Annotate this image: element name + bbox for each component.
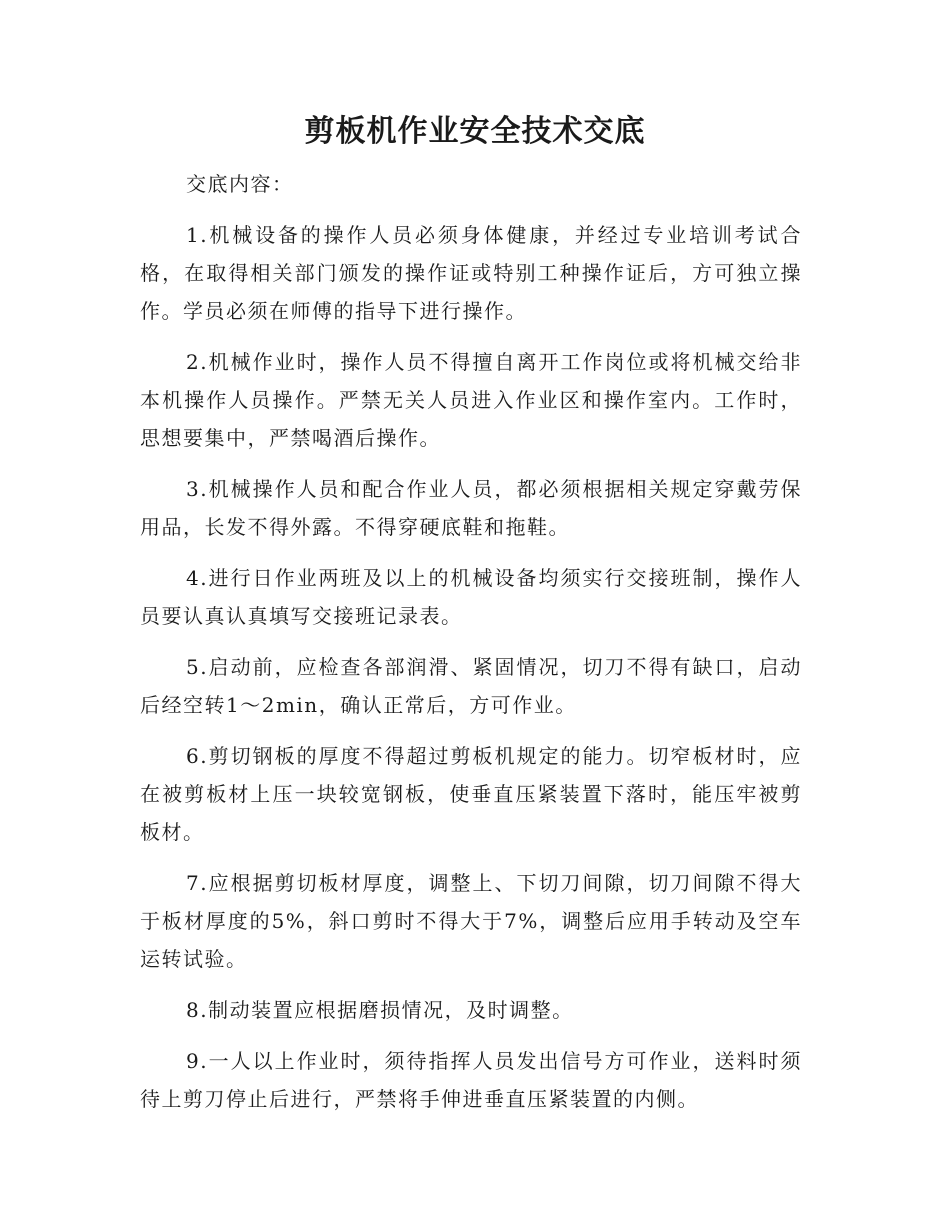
paragraph-2: 2.机械作业时，操作人员不得擅自离开工作岗位或将机械交给非本机操作人员操作。严禁无关人员进入作业区和操作室内。工作时，思想要集中，严禁喝酒后操作。: [140, 350, 802, 450]
intro-line: 交底内容：: [186, 172, 294, 196]
document-title: 剪板机作业安全技术交底: [304, 114, 646, 149]
paragraph-8: 8.制动装置应根据磨损情况，及时调整。: [186, 998, 574, 1022]
paragraph-5: 5.启动前，应检查各部润滑、紧固情况，切刀不得有缺口，启动后经空转1～2min，确认正常后，方可作业。: [140, 655, 802, 717]
paragraph-1: 1.机械设备的操作人员必须身体健康，并经过专业培训考试合格，在取得相关部门颁发的操作证或特别工种操作证后，方可独立操作。学员必须在师傅的指导下进行操作。: [140, 223, 802, 323]
paragraph-3: 3.机械操作人员和配合作业人员，都必须根据相关规定穿戴劳保用品，长发不得外露。不得穿硬底鞋和拖鞋。: [140, 477, 802, 539]
document-body: [140, 165, 802, 1131]
paragraph-6: 6.剪切钢板的厚度不得超过剪板机规定的能力。切窄板材时，应在被剪板材上压一块较宽钢板，使垂直压紧装置下落时，能压牢被剪板材。: [140, 744, 802, 844]
paragraph-7: 7.应根据剪切板材厚度，调整上、下切刀间隙，切刀间隙不得大于板材厚度的5%，斜口剪时不得大于7%，调整后应用手转动及空车运转试验。: [140, 871, 802, 971]
paragraph-4: 4.进行日作业两班及以上的机械设备均须实行交接班制，操作人员要认真认真填写交接班记录表。: [140, 566, 802, 628]
paragraph-9: 9.一人以上作业时，须待指挥人员发出信号方可作业，送料时须待上剪刀停止后进行，严禁将手伸进垂直压紧装置的内侧。: [140, 1049, 802, 1111]
